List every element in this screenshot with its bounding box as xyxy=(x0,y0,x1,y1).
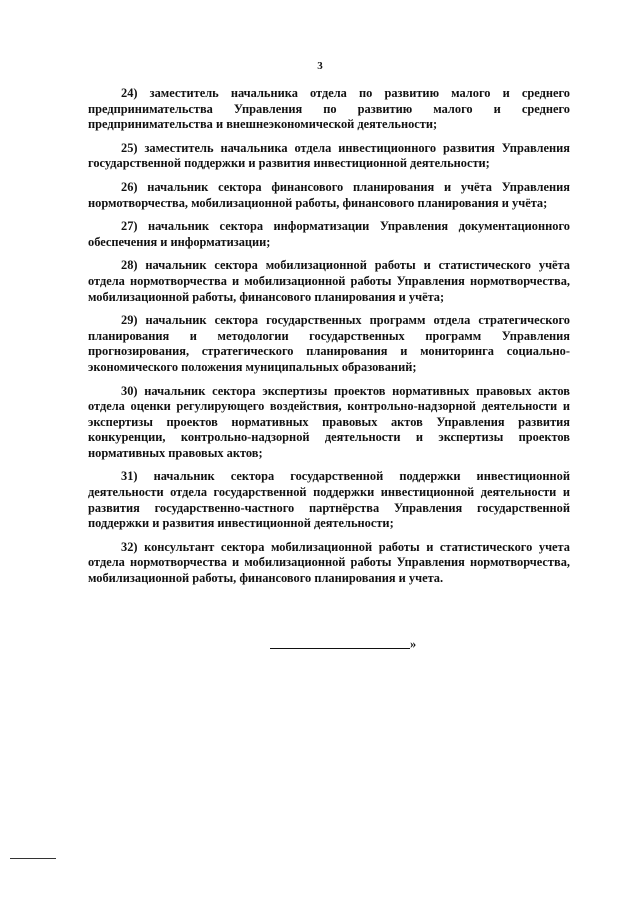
list-item: 25) заместитель начальника отдела инвестиционного развития Управления государственной поддержки и развития инвестиционной деятельности; xyxy=(88,140,570,171)
closing-quote-mark: » xyxy=(410,637,417,651)
list-item: 31) начальник сектора государственной поддержки инвестиционной деятельности отдела государственной поддержки инвестиционной деятельности и развития государственно-частного партнёрства Управления государственной поддержки и развития инвестиционной деятельности; xyxy=(88,469,570,531)
list-item: 29) начальник сектора государственных программ отдела стратегического планирования и методологии государственных программ Управления прогнозирования, стратегического планирования и мониторинга социально-экономического положения муниципальных образований; xyxy=(88,313,570,374)
list-item: 26) начальник сектора финансового планирования и учёта Управления нормотворчества, мобилизационной работы, финансового планирования и учёта; xyxy=(88,179,570,210)
footer-divider xyxy=(10,858,56,859)
closing-underline xyxy=(270,648,410,649)
page-number: 3 xyxy=(317,60,323,72)
list-item: 32) консультант сектора мобилизационной работы и статистического учета отдела нормотворчества и мобилизационной работы Управления нормотворчества, мобилизационной работы, финансового планирования и учета. xyxy=(88,539,570,586)
list-item: 28) начальник сектора мобилизационной работы и статистического учёта отдела нормотворчества и мобилизационной работы Управления нормотворчества, мобилизационной работы, финансового планирования и учёта; xyxy=(88,258,570,304)
position-list xyxy=(88,86,570,595)
closing-signoff xyxy=(270,634,420,652)
list-item: 30) начальник сектора экспертизы проектов нормативных правовых актов отдела оценки регулирующего воздействия, контрольно-надзорной деятельности и экспертизы проектов нормативных правовых актов Управления развития конкуренции, контрольно-надзорной деятельности и экспертизы проектов нормативных правовых актов; xyxy=(88,383,570,460)
list-item: 27) начальник сектора информатизации Управления документационного обеспечения и информатизации; xyxy=(88,219,570,249)
list-item: 24) заместитель начальника отдела по развитию малого и среднего предпринимательства Управления по развитию малого и среднего предпринимательства и внешнеэкономической деятельности; xyxy=(88,86,570,132)
